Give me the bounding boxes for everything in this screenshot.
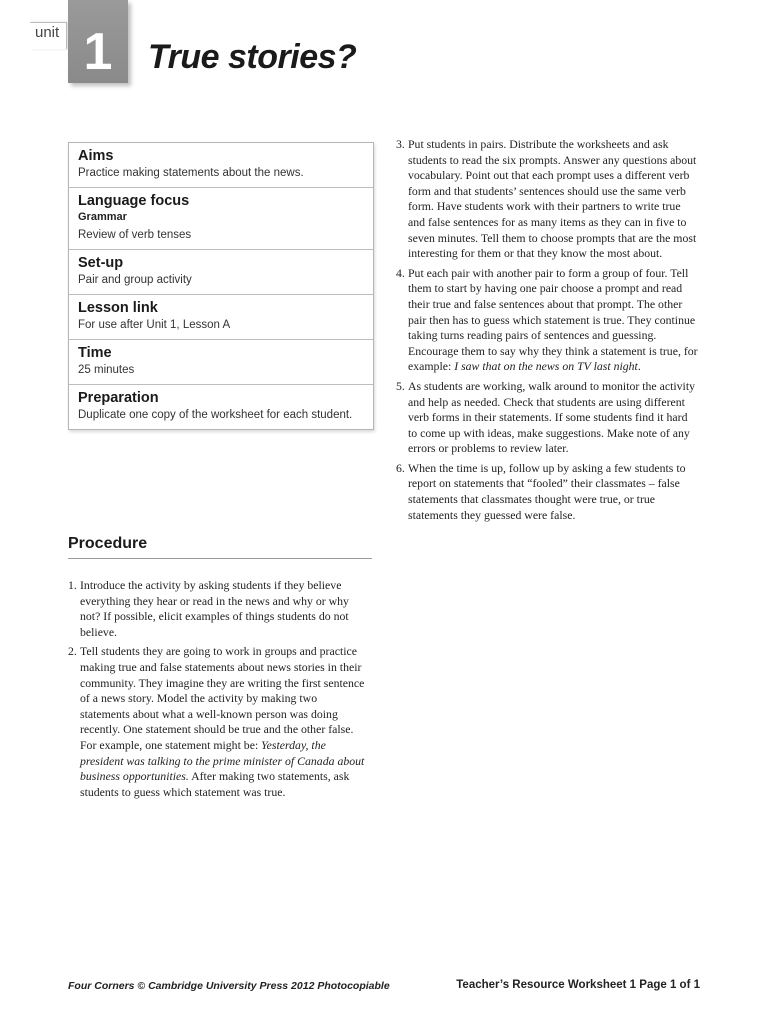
procedure-steps-left (68, 578, 368, 804)
preparation-title: Preparation (78, 390, 159, 406)
unit-number: 1 (83, 23, 113, 81)
step-example-italic: I saw that on the news on TV last night (454, 359, 638, 374)
step-number: 5. (396, 378, 405, 393)
step-number: 4. (396, 265, 405, 280)
step-example-italic: Yesterday, the president was talking to the prime minister of Canada about business opportunities. (80, 737, 365, 784)
step-text: Introduce the activity by asking students if they believe everything they hear or read in the news and why or why not? If possible, elicit examples of things students do not believe. (80, 578, 349, 639)
language-focus-subtitle: Grammar (78, 211, 127, 223)
procedure-step-1 (68, 578, 368, 640)
footer-page-info: Teacher’s Resource Worksheet 1 Page 1 of 1 (456, 979, 700, 991)
step-text-part: Tell students they are going to work in groups and practice making true and false statements about news stories in their community. They imagine they are writing the first sentence of a news story. Model the activity by making two statements about what a well-known person was doing recently. One statement should be true and the other false. For example, one statement might be: (80, 644, 365, 752)
time-text: 25 minutes (78, 364, 135, 376)
procedure-heading: Procedure (68, 535, 372, 559)
aims-text: Practice making statements about the news. (78, 167, 304, 179)
preparation-section (69, 385, 373, 429)
step-text: When the time is up, follow up by asking a few students to report on statements that “fooled” their classmates – false statements that classmates thought were true, or true statements they guessed were false. (408, 460, 686, 522)
step-text-part: Put each pair with another pair to form a group of four. Tell them to start by having one pair choose a prompt and read their true and false sentences about that prompt. The other pair then has to guess which statement is true. They continue taking turns reading pairs of sentences and guessing. Encourage them to say why they think a statement is true, for example: (408, 265, 698, 374)
procedure-step-5 (396, 379, 698, 457)
unit-label: unit (35, 24, 60, 41)
procedure-step-3 (396, 137, 698, 262)
lesson-link-text: For use after Unit 1, Lesson A (78, 319, 231, 331)
lesson-link-section (69, 295, 373, 340)
step-text-part: After making two statements, ask students to guess which statement was true. (80, 769, 350, 799)
step-text (80, 644, 368, 800)
page-title: True stories? (148, 38, 357, 76)
aims-section (69, 143, 373, 188)
time-title: Time (78, 345, 112, 361)
time-section (69, 340, 373, 385)
unit-number-box (68, 0, 128, 83)
footer-copyright: Four Corners © Cambridge University Press 2012 Photocopiable (68, 980, 390, 992)
procedure-step-4 (396, 266, 698, 375)
lesson-info-box (68, 142, 374, 430)
step-text: As students are working, walk around to monitor the activity and help as needed. Check that students are using different verb forms in their statements. If some students find it hard to come up with ideas, make suggestions. Make note of any errors or problems to review later. (408, 378, 696, 456)
step-text-part: . (637, 359, 641, 374)
aims-title: Aims (78, 148, 114, 164)
language-focus-title: Language focus (78, 193, 190, 209)
step-number: 2. (68, 644, 77, 659)
step-number: 6. (396, 460, 405, 475)
setup-title: Set-up (78, 255, 124, 271)
step-number: 1. (68, 578, 77, 592)
setup-section (69, 250, 373, 295)
step-text: Put students in pairs. Distribute the worksheets and ask students to read the six prompts. Answer any questions about vocabulary. Point out that each prompt uses a different verb form and that students’ sentences should use the same verb form. Have students work with their partners to write true and false sentences for as many items as they can in five to seven minutes. Tell them to choose prompts that are the most interesting for them or that they know the most about. (408, 137, 697, 261)
preparation-text: Duplicate one copy of the worksheet for each student. (78, 409, 353, 421)
step-number: 3. (396, 137, 405, 151)
procedure-step-6 (396, 461, 698, 523)
step-text (408, 266, 698, 375)
procedure-steps-right (396, 137, 698, 527)
procedure-step-2 (68, 644, 368, 800)
setup-text: Pair and group activity (78, 274, 192, 286)
language-focus-text: Review of verb tenses (78, 229, 192, 241)
lesson-link-title: Lesson link (78, 300, 158, 316)
language-focus-section (69, 188, 373, 250)
